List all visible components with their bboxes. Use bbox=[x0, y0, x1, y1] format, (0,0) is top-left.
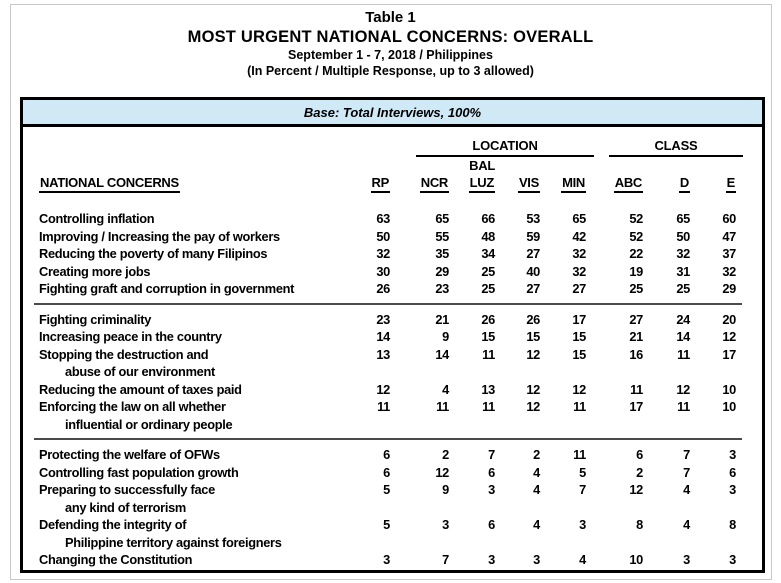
value-cell: 63 bbox=[376, 211, 390, 226]
value-cell: 15 bbox=[572, 329, 586, 344]
table-row bbox=[39, 210, 736, 228]
value-cell: 21 bbox=[629, 329, 643, 344]
value-cell: 11 bbox=[482, 346, 495, 362]
value-cell: 3 bbox=[383, 552, 390, 567]
value-cell: 53 bbox=[526, 211, 540, 226]
table-row bbox=[39, 481, 736, 516]
value-cell: 23 bbox=[376, 311, 390, 327]
concern-label: Reducing the amount of taxes paid bbox=[39, 381, 242, 397]
table-row bbox=[39, 551, 736, 569]
value-cell: 6 bbox=[488, 517, 495, 532]
class-group-header: CLASS bbox=[609, 136, 743, 157]
value-cell: 5 bbox=[579, 464, 586, 480]
value-cell: 14 bbox=[435, 346, 449, 362]
value-cell: 6 bbox=[383, 464, 390, 480]
value-cell: 42 bbox=[572, 228, 586, 244]
value-cell: 52 bbox=[629, 211, 643, 226]
value-cell: 6 bbox=[636, 447, 643, 462]
value-cell: 7 bbox=[442, 552, 449, 567]
subtitle-note: (In Percent / Multiple Response, up to 3 allowed) bbox=[247, 63, 534, 78]
value-cell: 3 bbox=[683, 552, 690, 567]
data-table bbox=[20, 97, 765, 573]
value-cell: 25 bbox=[481, 263, 495, 279]
value-cell: 7 bbox=[683, 447, 690, 462]
value-cell: 13 bbox=[376, 346, 390, 362]
value-cell: 17 bbox=[572, 311, 586, 327]
value-cell: 27 bbox=[526, 281, 540, 296]
value-cell: 2 bbox=[533, 447, 540, 462]
value-cell: 3 bbox=[729, 447, 736, 462]
value-cell: 17 bbox=[629, 399, 643, 414]
concern-label: Fighting graft and corruption in government bbox=[39, 281, 295, 296]
concern-label: Protecting the welfare of OFWs bbox=[39, 447, 220, 462]
value-cell: 6 bbox=[729, 464, 736, 480]
value-cell: 13 bbox=[481, 381, 495, 397]
value-cell: 16 bbox=[629, 346, 643, 362]
value-cell: 20 bbox=[722, 311, 736, 327]
value-cell: 12 bbox=[629, 482, 643, 497]
value-cell: 15 bbox=[526, 329, 540, 344]
value-cell: 3 bbox=[729, 482, 736, 497]
value-cell: 14 bbox=[376, 329, 390, 344]
table-row bbox=[39, 263, 736, 281]
group-separator bbox=[34, 438, 742, 440]
base-bar: Base: Total Interviews, 100% bbox=[23, 100, 762, 127]
group-separator bbox=[34, 303, 742, 305]
value-cell: 32 bbox=[676, 246, 690, 261]
table-row bbox=[39, 464, 736, 482]
table-row bbox=[39, 346, 736, 381]
value-cell: 34 bbox=[481, 246, 495, 261]
value-cell: 47 bbox=[722, 228, 736, 244]
value-cell: 4 bbox=[579, 552, 586, 567]
value-cell: 29 bbox=[435, 263, 449, 279]
value-cell: 12 bbox=[722, 329, 736, 344]
column-header-rp: RP bbox=[371, 175, 390, 193]
value-cell: 27 bbox=[629, 311, 643, 327]
concern-label: Controlling inflation bbox=[39, 211, 155, 226]
column-header-luz: LUZ bbox=[469, 175, 495, 193]
subtitle-date: September 1 - 7, 2018 / Philippines bbox=[288, 48, 493, 62]
value-cell: 11 bbox=[573, 447, 586, 462]
value-cell: 14 bbox=[676, 329, 690, 344]
value-cell: 35 bbox=[435, 246, 449, 261]
value-cell: 7 bbox=[683, 464, 690, 480]
value-cell: 3 bbox=[579, 517, 586, 532]
value-cell: 2 bbox=[442, 447, 449, 462]
concern-label: Changing the Constitution bbox=[39, 552, 193, 567]
column-header-min: MIN bbox=[561, 175, 586, 193]
value-cell: 50 bbox=[676, 228, 690, 244]
value-cell: 4 bbox=[533, 464, 540, 480]
table-row bbox=[39, 228, 736, 246]
value-cell: 21 bbox=[435, 311, 449, 327]
value-cell: 9 bbox=[442, 482, 449, 497]
column-header-bal: BAL bbox=[469, 158, 495, 173]
value-cell: 7 bbox=[488, 447, 495, 462]
value-cell: 11 bbox=[573, 399, 586, 414]
column-header-e: E bbox=[726, 175, 736, 193]
column-header-row bbox=[39, 174, 736, 195]
value-cell: 12 bbox=[526, 399, 540, 414]
value-cell: 3 bbox=[533, 552, 540, 567]
value-cell: 37 bbox=[722, 246, 736, 261]
value-cell: 8 bbox=[729, 517, 736, 532]
value-cell: 12 bbox=[526, 346, 540, 362]
value-cell: 19 bbox=[629, 263, 643, 279]
value-cell: 32 bbox=[572, 263, 586, 279]
value-cell: 3 bbox=[729, 552, 736, 567]
table-row bbox=[39, 381, 736, 399]
value-cell: 65 bbox=[435, 211, 449, 226]
value-cell: 29 bbox=[722, 281, 736, 296]
value-cell: 32 bbox=[722, 263, 736, 279]
value-cell: 2 bbox=[636, 464, 643, 480]
value-cell: 65 bbox=[676, 211, 690, 226]
value-cell: 59 bbox=[526, 228, 540, 244]
table-row bbox=[39, 398, 736, 433]
location-group-header: LOCATION bbox=[416, 136, 594, 157]
concern-label: Stopping the destruction and abuse of our environment bbox=[39, 346, 215, 379]
value-cell: 15 bbox=[572, 346, 586, 362]
value-cell: 4 bbox=[683, 517, 690, 532]
value-cell: 6 bbox=[383, 447, 390, 462]
value-cell: 4 bbox=[683, 482, 690, 497]
concern-label: Defending the integrity of Philippine territory against foreigners bbox=[39, 517, 282, 550]
group-header-row bbox=[39, 135, 736, 157]
value-cell: 12 bbox=[526, 381, 540, 397]
value-cell: 7 bbox=[579, 482, 586, 497]
value-cell: 5 bbox=[383, 517, 390, 532]
table-row bbox=[39, 446, 736, 464]
value-cell: 25 bbox=[629, 281, 643, 296]
value-cell: 50 bbox=[376, 228, 390, 244]
value-cell: 25 bbox=[481, 281, 495, 296]
table-row bbox=[39, 328, 736, 346]
value-cell: 27 bbox=[526, 246, 540, 261]
value-cell: 3 bbox=[488, 552, 495, 567]
value-cell: 26 bbox=[526, 311, 540, 327]
value-cell: 6 bbox=[488, 464, 495, 480]
table-row bbox=[39, 311, 736, 329]
value-cell: 22 bbox=[629, 246, 643, 261]
value-cell: 12 bbox=[376, 381, 390, 397]
table-body bbox=[23, 127, 762, 569]
table-row bbox=[39, 280, 736, 298]
value-cell: 8 bbox=[636, 517, 643, 532]
value-cell: 10 bbox=[722, 381, 736, 397]
value-cell: 9 bbox=[442, 329, 449, 344]
value-cell: 11 bbox=[630, 381, 643, 397]
concern-label: Improving / Increasing the pay of workers bbox=[39, 228, 280, 244]
value-cell: 4 bbox=[442, 381, 449, 397]
concern-label: Enforcing the law on all whether influential or ordinary people bbox=[39, 399, 233, 432]
value-cell: 26 bbox=[481, 311, 495, 327]
value-cell: 55 bbox=[435, 228, 449, 244]
concern-label: Increasing peace in the country bbox=[39, 329, 222, 344]
value-cell: 66 bbox=[481, 211, 495, 226]
column-header-abc: ABC bbox=[614, 175, 643, 193]
page-title: MOST URGENT NATIONAL CONCERNS: OVERALL bbox=[187, 28, 594, 46]
row-header-label: NATIONAL CONCERNS bbox=[39, 175, 180, 193]
value-cell: 11 bbox=[377, 399, 390, 414]
concern-label: Preparing to successfully face any kind of terrorism bbox=[39, 482, 215, 515]
value-cell: 10 bbox=[722, 399, 736, 414]
value-cell: 48 bbox=[481, 228, 495, 244]
value-cell: 32 bbox=[376, 246, 390, 261]
value-cell: 10 bbox=[629, 552, 643, 567]
concern-label: Fighting criminality bbox=[39, 311, 152, 327]
value-cell: 11 bbox=[677, 399, 690, 414]
value-cell: 3 bbox=[488, 482, 495, 497]
value-cell: 11 bbox=[436, 399, 449, 414]
table-row bbox=[39, 245, 736, 263]
value-cell: 24 bbox=[676, 311, 690, 327]
value-cell: 5 bbox=[383, 482, 390, 497]
concern-label: Controlling fast population growth bbox=[39, 464, 239, 480]
table-header bbox=[0, 8, 781, 79]
value-cell: 15 bbox=[481, 329, 495, 344]
value-cell: 52 bbox=[629, 228, 643, 244]
value-cell: 26 bbox=[376, 281, 390, 296]
value-cell: 65 bbox=[572, 211, 586, 226]
value-cell: 11 bbox=[482, 399, 495, 414]
concern-label: Creating more jobs bbox=[39, 263, 151, 279]
column-header-ncr: NCR bbox=[420, 175, 449, 193]
concern-label: Reducing the poverty of many Filipinos bbox=[39, 246, 268, 261]
value-cell: 40 bbox=[526, 263, 540, 279]
bal-header-row bbox=[39, 157, 736, 174]
value-cell: 12 bbox=[572, 381, 586, 397]
value-cell: 12 bbox=[435, 464, 449, 480]
value-cell: 31 bbox=[676, 263, 690, 279]
value-cell: 11 bbox=[677, 346, 690, 362]
value-cell: 12 bbox=[676, 381, 690, 397]
value-cell: 17 bbox=[722, 346, 736, 362]
value-cell: 25 bbox=[676, 281, 690, 296]
value-cell: 3 bbox=[442, 517, 449, 532]
value-cell: 27 bbox=[572, 281, 586, 296]
value-cell: 60 bbox=[722, 211, 736, 226]
value-cell: 4 bbox=[533, 517, 540, 532]
table-number: Table 1 bbox=[365, 9, 416, 26]
value-cell: 30 bbox=[376, 263, 390, 279]
value-cell: 23 bbox=[435, 281, 449, 296]
value-cell: 32 bbox=[572, 246, 586, 261]
column-header-vis: VIS bbox=[518, 175, 540, 193]
column-header-d: D bbox=[679, 175, 690, 193]
table-row bbox=[39, 516, 736, 551]
table-rows bbox=[39, 210, 736, 569]
value-cell: 4 bbox=[533, 482, 540, 497]
